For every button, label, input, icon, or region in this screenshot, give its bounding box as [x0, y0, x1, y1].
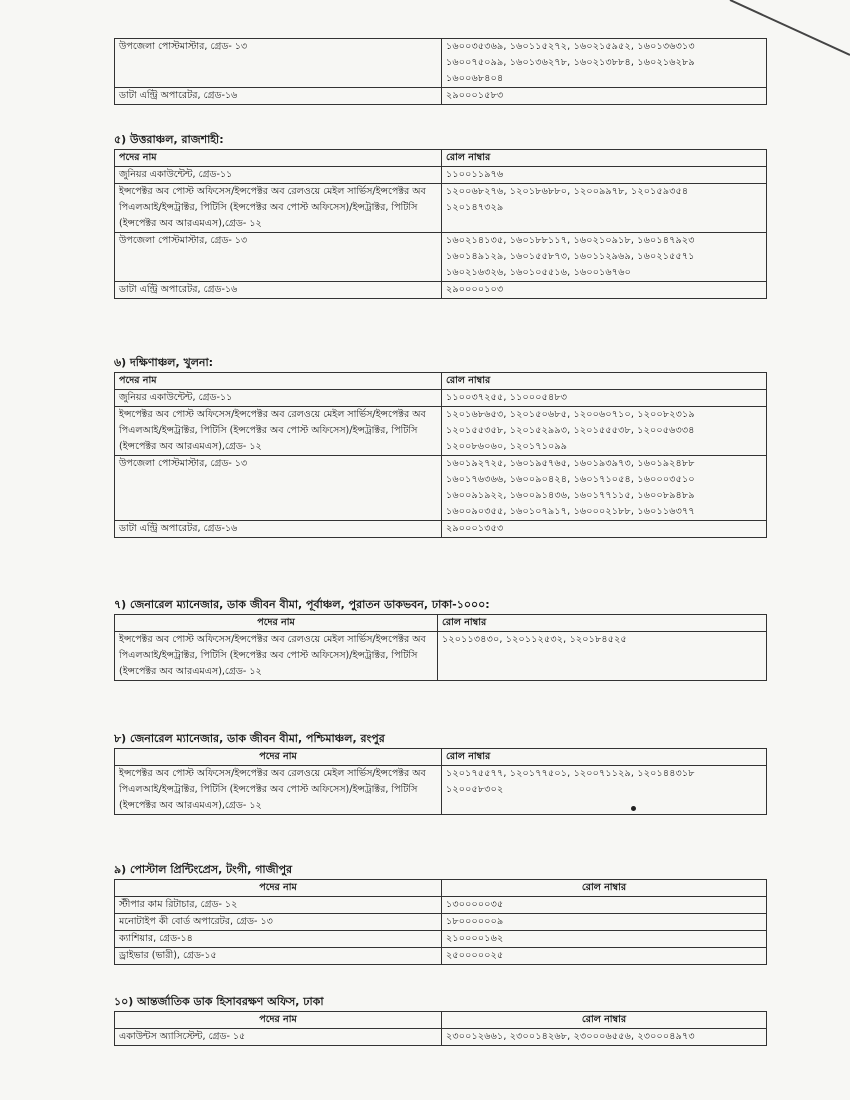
- roll-cell: [442, 931, 767, 948]
- table-row: [115, 167, 767, 184]
- table-row: [115, 632, 767, 681]
- header-roll: রোল নাম্বার: [442, 373, 767, 390]
- header-post: পদের নাম: [115, 749, 442, 766]
- table-row: [115, 184, 767, 233]
- table-row: [115, 897, 767, 914]
- roll-cell: [442, 456, 767, 521]
- section-9-printing-press: [114, 863, 767, 965]
- post-cell: জুনিয়র একাউন্টেন্ট, গ্রেড-১১: [115, 390, 442, 407]
- header-post: পদের নাম: [115, 880, 442, 897]
- roll-line: ২১০০০০১৬২: [446, 933, 504, 944]
- header-post: পদের নাম: [115, 150, 442, 167]
- table-row: [115, 390, 767, 407]
- table-header-row: [115, 1012, 767, 1029]
- roll-line: ১২০০৬৮২৭৬, ১২০১৮৬৮৮০, ১২০০৯৯৭৮, ১২০১৫৯৩৫৪: [446, 186, 689, 197]
- post-cell: একাউন্টস অ্যাসিস্টেন্ট, গ্রেড- ১৫: [115, 1029, 442, 1046]
- roll-cell: [442, 282, 767, 299]
- roll-line: ২৫০০০০০২৫: [446, 950, 504, 961]
- roll-line: ২৯০০০০১০৩: [446, 284, 504, 295]
- roll-line: ১২০০৮৬০৬০, ১২০১৭১০৯৯: [446, 441, 568, 452]
- table-header-row: [115, 373, 767, 390]
- roll-cell: [442, 407, 767, 456]
- section-6-khulna: [114, 356, 767, 538]
- roll-line: ১৬০০৭৫০৯৯, ১৬০১৩৬২৭৮, ১৬০২১৩৮৮৪, ১৬০২১৬২৮৯: [446, 57, 695, 68]
- section-table: [114, 614, 767, 681]
- roll-cell: [442, 766, 767, 815]
- table-header-row: [115, 880, 767, 897]
- table-header-row: [115, 150, 767, 167]
- post-cell: স্টীপার কাম রিটাচার, গ্রেড- ১২: [115, 897, 442, 914]
- roll-line: ১২০১৭৫৫৭৭, ১২০১৭৭৫০১, ১২০০৭১১২৯, ১২০১৪৪৩১৮: [446, 768, 695, 779]
- roll-cell: [442, 88, 767, 105]
- post-cell: ডাটা এন্ট্রি অপারেটর, গ্রেড-১৬: [115, 88, 442, 105]
- roll-line: ১৮০০০০০০৯: [446, 916, 504, 927]
- section-title: ৭) জেনারেল ম্যানেজার, ডাক জীবন বীমা, পূর্বাঞ্চল, পুরাতন ডাকভবন, ঢাকা-১০০০:: [114, 598, 490, 611]
- roll-cell: [442, 233, 767, 282]
- section-table: [114, 748, 767, 815]
- roll-line: ১৬০০৩৫৩৬৯, ১৬০১১৫২৭২, ১৬০২১৫৯৫২, ১৬০১৩৬৩১৩: [446, 41, 695, 52]
- section-8-pli-west: [114, 732, 767, 815]
- table-row: [115, 766, 767, 815]
- roll-line: ১৬০১৪৯১২৯, ১৬০১৫৫৮৭৩, ১৬০১১২৯৬৯, ১৬০২১৫৫৭১: [446, 251, 695, 262]
- roll-line: ১৬০২১৬৩২৬, ১৬০১০৫৫১৬, ১৬০০১৬৭৬০: [446, 267, 631, 278]
- roll-line: ১২০১১৩৪৩০, ১২০১১২৫৩২, ১২০১৮৪৫২৫: [442, 634, 627, 645]
- post-cell: ইন্সপেক্টর অব পোস্ট অফিসেস/ইন্সপেক্টর অব রেলওয়ে মেইল সার্ভিস/ইন্সপেক্টর অব পিএলআই/ইন্সট্রাক্টর, পিটিসি (ইন্সপেক্টর অব পোস্ট অফিসেস)/ইন্সট্রাক্টর, পিটিসি (ইন্সপেক্টর অব আরএমএস),গ্রেড- ১২: [115, 407, 442, 456]
- header-roll: রোল নাম্বার: [442, 749, 767, 766]
- post-cell: জুনিয়র একাউন্টেন্ট, গ্রেড-১১: [115, 167, 442, 184]
- roll-cell: [442, 897, 767, 914]
- section-table: [114, 372, 767, 538]
- header-post: পদের নাম: [115, 615, 438, 632]
- table-row: [115, 407, 767, 456]
- section-10-intl-accounts: [114, 995, 767, 1046]
- section-5-rajshahi: [114, 133, 767, 299]
- roll-line: ১২০০৫৮৩০২: [446, 784, 504, 795]
- post-cell: ইন্সপেক্টর অব পোস্ট অফিসেস/ইন্সপেক্টর অব রেলওয়ে মেইল সার্ভিস/ইন্সপেক্টর অব পিএলআই/ইন্সট্রাক্টর, পিটিসি (ইন্সপেক্টর অব পোস্ট অফিসেস)/ইন্সট্রাক্টর, পিটিসি (ইন্সপেক্টর অব আরএমএস),গ্রেড- ১২: [115, 766, 442, 815]
- roll-line: ১৩০০০০০৩৫: [446, 899, 504, 910]
- post-cell: ক্যাশিয়ার, গ্রেড-১৪: [115, 931, 442, 948]
- roll-line: ১১০০১১৯৭৬: [446, 169, 504, 180]
- roll-cell: [442, 39, 767, 88]
- post-cell: ড্রাইভার (ভারী), গ্রেড-১৫: [115, 948, 442, 965]
- section-title: ৮) জেনারেল ম্যানেজার, ডাক জীবন বীমা, পশ্চিমাঞ্চল, রংপুর: [114, 732, 385, 745]
- roll-line: ২৩০০১২৬৬১, ২৩০০১৪২৬৮, ২৩০০০৬৫৫৬, ২৩০০০৪৯৭৩: [446, 1031, 695, 1042]
- roll-line: ১২০১৬৮৬৫৩, ১২০১৫০৬৮৫, ১২০০৬০৭১০, ১২০০৮২৩১৯: [446, 409, 695, 420]
- section-title: ৬) দক্ষিণাঞ্চল, খুলনা:: [114, 356, 214, 369]
- post-cell: ইন্সপেক্টর অব পোস্ট অফিসেস/ইন্সপেক্টর অব রেলওয়ে মেইল সার্ভিস/ইন্সপেক্টর অব পিএলআই/ইন্সট্রাক্টর, পিটিসি (ইন্সপেক্টর অব পোস্ট অফিসেস)/ইন্সট্রাক্টর, পিটিসি (ইন্সপেক্টর অব আরএমএস),গ্রেড- ১২: [115, 184, 442, 233]
- roll-cell: [442, 521, 767, 538]
- table-row: [115, 233, 767, 282]
- roll-cell: [442, 184, 767, 233]
- header-post: পদের নাম: [115, 373, 442, 390]
- roll-cell: [442, 167, 767, 184]
- table-row: [115, 1029, 767, 1046]
- section-continuation: [114, 38, 767, 105]
- section-title: ১০) আন্তর্জাতিক ডাক হিসাবরক্ষণ অফিস, ঢাকা: [114, 995, 324, 1008]
- table-row: [115, 39, 767, 88]
- table-row: [115, 914, 767, 931]
- roll-line: ১১০০৩৭২৫৫, ১১০০০৫৪৮৩: [446, 392, 568, 403]
- header-roll: রোল নাম্বার: [442, 880, 767, 897]
- roll-line: ১৬০১৭৬৩৬৬, ১৬০০৯০৪২৪, ১৬০১৭১০৫৪, ১৬০০০৩৫১০: [446, 474, 695, 485]
- table-header-row: [115, 749, 767, 766]
- post-cell: মনোটাইপ কী বোর্ড অপারেটর, গ্রেড- ১৩: [115, 914, 442, 931]
- roll-cell: [442, 390, 767, 407]
- scan-speck: [631, 806, 636, 811]
- header-roll: রোল নাম্বার: [442, 150, 767, 167]
- section-table: [114, 1011, 767, 1046]
- roll-line: ১৬০২১৪১৩৫, ১৬০১৮৮১১৭, ১৬০২১০৯১৮, ১৬০১৪৭৯২৩: [446, 235, 695, 246]
- table-row: [115, 456, 767, 521]
- roll-line: ২৯০০০১৩৫৩: [446, 523, 504, 534]
- section-7-pli-east: [114, 598, 767, 681]
- roll-cell: [442, 914, 767, 931]
- table-row: [115, 521, 767, 538]
- roll-line: ২৯০০০১৫৮৩: [446, 90, 504, 101]
- roll-line: ১৬০১৯২৭২৫, ১৬০১৯৫৭৬৫, ১৬০১৯৩৯৭৩, ১৬০১৯২৪৮৮: [446, 458, 695, 469]
- post-cell: উপজেলা পোস্টমাস্টার, গ্রেড- ১৩: [115, 456, 442, 521]
- roll-cell: [438, 632, 767, 681]
- post-cell: ডাটা এন্ট্রি অপারেটর, গ্রেড-১৬: [115, 521, 442, 538]
- section-title: ৫) উত্তরাঞ্চল, রাজশাহী:: [114, 133, 224, 146]
- roll-line: ১৬০০৯১৯২২, ১৬০০৯১৪৩৬, ১৬০১৭৭১১৫, ১৬০০৮৯৪৮৯: [446, 490, 695, 501]
- header-post: পদের নাম: [115, 1012, 442, 1029]
- section-table: [114, 149, 767, 299]
- roll-line: ১৬০০৬৮৪০৪: [446, 73, 504, 84]
- continuation-table: [114, 38, 767, 105]
- roll-cell: [442, 1029, 767, 1046]
- post-cell: উপজেলা পোস্টমাস্টার, গ্রেড- ১৩: [115, 39, 442, 88]
- post-cell: উপজেলা পোস্টমাস্টার, গ্রেড- ১৩: [115, 233, 442, 282]
- table-row: [115, 282, 767, 299]
- table-row: [115, 948, 767, 965]
- roll-cell: [442, 948, 767, 965]
- roll-line: ১৬০০৯০৩৫৫, ১৬০১০৭৯১৭, ১৬০০০২১৮৮, ১৬০১১৬৩৭৭: [446, 506, 695, 517]
- section-title: ৯) পোস্টাল প্রিন্টিংপ্রেস, টংগী, গাজীপুর: [114, 863, 293, 876]
- table-row: [115, 88, 767, 105]
- table-row: [115, 931, 767, 948]
- roll-line: ১২০১৫৫৩৫৮, ১২০১৫২৯৯৩, ১২০১৫৫৫৩৮, ১২০০৫৬৩৩৪: [446, 425, 695, 436]
- roll-line: ১২০১৪৭৩২৯: [446, 202, 504, 213]
- header-roll: রোল নাম্বার: [438, 615, 767, 632]
- header-roll: রোল নাম্বার: [442, 1012, 767, 1029]
- post-cell: ডাটা এন্ট্রি অপারেটর, গ্রেড-১৬: [115, 282, 442, 299]
- post-cell: ইন্সপেক্টর অব পোস্ট অফিসেস/ইন্সপেক্টর অব রেলওয়ে মেইল সার্ভিস/ইন্সপেক্টর অব পিএলআই/ইন্সট্রাক্টর, পিটিসি (ইন্সপেক্টর অব পোস্ট অফিসেস)/ইন্সট্রাক্টর, পিটিসি (ইন্সপেক্টর অব আরএমএস),গ্রেড- ১২: [115, 632, 438, 681]
- table-header-row: [115, 615, 767, 632]
- section-table: [114, 879, 767, 965]
